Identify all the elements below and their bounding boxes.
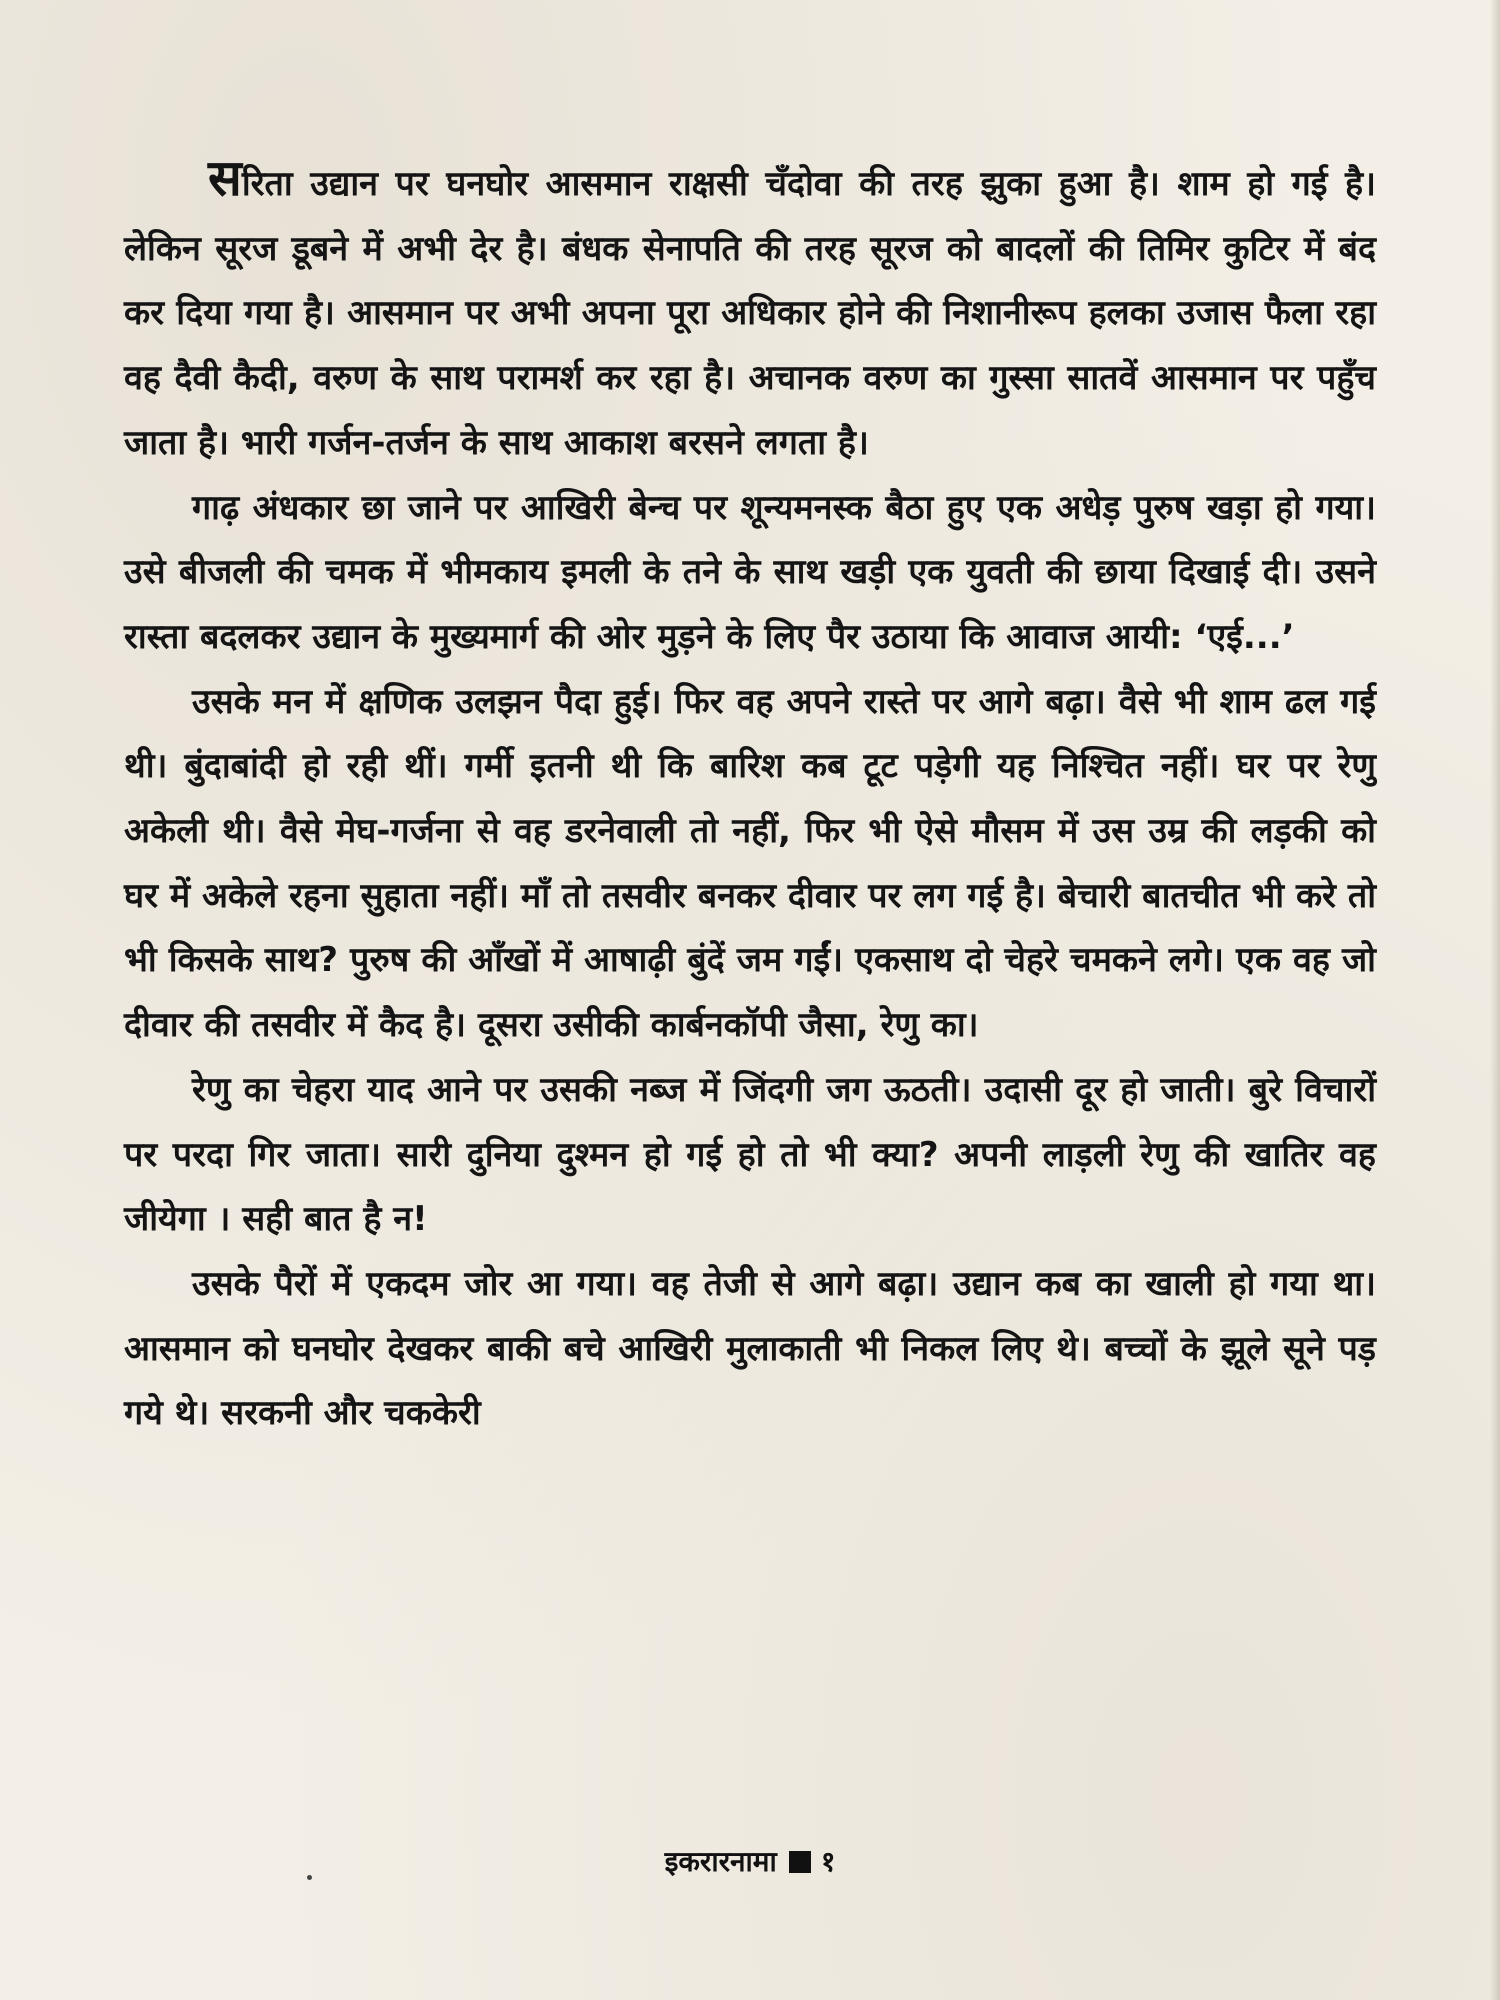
square-separator-icon (789, 1851, 811, 1873)
page-number: १ (820, 1845, 836, 1878)
paragraph-3: उसके मन में क्षणिक उलझन पैदा हुई। फिर वह अपने रास्ते पर आगे बढ़ा। वैसे भी शाम ढल गई थी। बुंदाबांदी हो रही थीं। गर्मी इतनी थी कि बारिश कब टूट पड़ेगी यह निश्चित नहीं। घर पर रेणु अकेली थी। वैसे मेघ-गर्जना से वह डरनेवाली तो नहीं, फिर भी ऐसे मौसम में उस उम्र की लड़की को घर में अकेले रहना सुहाता नहीं। माँ तो तसवीर बनकर दीवार पर लग गई है। बेचारी बातचीत भी करे तो भी किसके साथ? पुरुष की आँखों में आषाढ़ी बुंदें जम गईं। एकसाथ दो चेहरे चमकने लगे। एक वह जो दीवार की तसवीर में कैद है। दूसरा उसीकी कार्बनकॉपी जैसा, रेणु का। (124, 681, 1376, 1046)
page-footer (0, 1842, 1500, 1880)
paragraph-1 (124, 149, 1376, 476)
paragraph-1-text: रिता उद्यान पर घनघोर आसमान राक्षसी चँदोवा की तरह झुका हुआ है। शाम हो गई है। लेकिन सूरज डूबने में अभी देर है। बंधक सेनापति की तरह सूरज को बादलों की तिमिर कुटिर में बंद कर दिया गया है। आसमान पर अभी अपना पूरा अधिकार होने की निशानीरूप हलका उजास फैला रहा वह दैवी कैदी, वरुण के साथ परामर्श कर रहा है। अचानक वरुण का गुस्सा सातवें आसमान पर पहुँच जाता है। भारी गर्जन-तर्जन के साथ आकाश बरसने लगता है। (124, 164, 1376, 463)
body-text (124, 149, 1376, 1446)
drop-cap: स (208, 149, 242, 207)
ink-speck (307, 1875, 312, 1880)
paragraph-2: गाढ़ अंधकार छा जाने पर आखिरी बेन्च पर शून्यमनस्क बैठा हुए एक अधेड़ पुरुष खड़ा हो गया। उसे बीजली की चमक में भीमकाय इमली के तने के साथ खड़ी एक युवती की छाया दिखाई दी। उसने रास्ता बदलकर उद्यान के मुख्यमार्ग की ओर मुड़ने के लिए पैर उठाया कि आवाज आयी: ‘एई...’ (124, 487, 1376, 657)
page-edge-shadow (1490, 0, 1500, 2000)
paragraph-4: रेणु का चेहरा याद आने पर उसकी नब्ज में जिंदगी जग ऊठती। उदासी दूर हो जाती। बुरे विचारों पर परदा गिर जाता। सारी दुनिया दुश्मन हो गई हो तो भी क्या? अपनी लाड़ली रेणु की खातिर वह जीयेगा । सही बात है न! (124, 1069, 1376, 1240)
book-title: इकरारनामा (664, 1845, 777, 1878)
paragraph-5: उसके पैरों में एकदम जोर आ गया। वह तेजी से आगे बढ़ा। उद्यान कब का खाली हो गया था। आसमान को घनघोर देखकर बाकी बचे आखिरी मुलाकाती भी निकल लिए थे। बच्चों के झूले सूने पड़ गये थे। सरकनी और चककेरी (124, 1263, 1376, 1434)
